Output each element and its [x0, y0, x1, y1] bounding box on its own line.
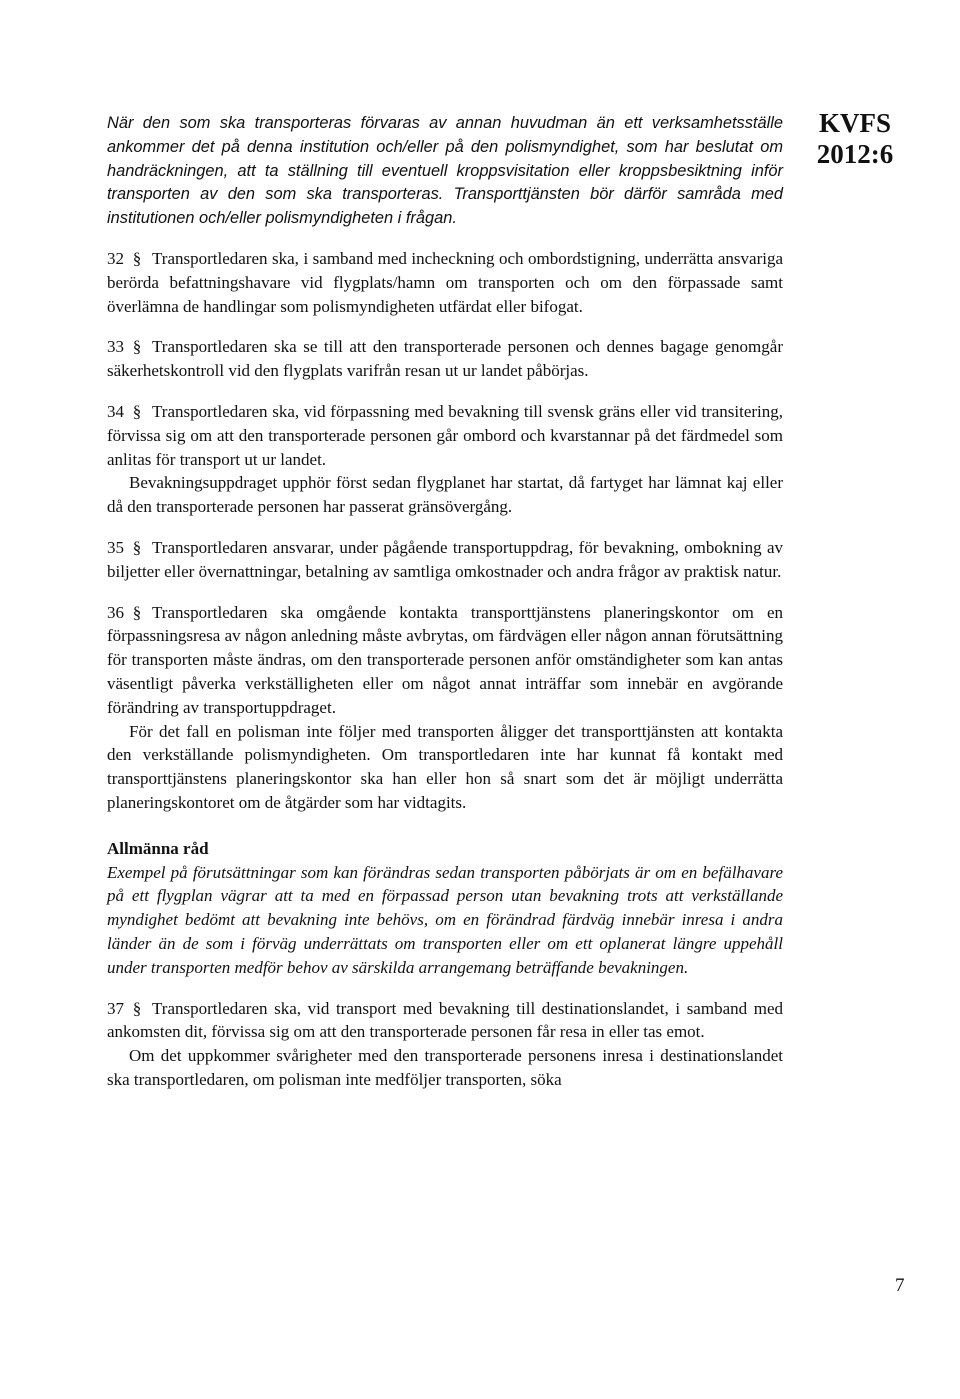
paragraph-sign-icon: § [132, 248, 142, 268]
section-text: Transportledaren ska omgående kontakta transporttjänstens planeringskontor om en förpassningsresa av någon anledning måste avbrytas, om färdvägen eller någon annan förutsättning för transporten måste ändras, om den transporterade personen anför omständigheter som kan antas väsentligt påverka verkställigheten eller om något annat inträffar som innebär en avgörande förändring av transportuppdraget. [107, 602, 783, 717]
section-36 [107, 601, 783, 720]
section-35 [107, 536, 783, 584]
paragraph-sign-icon: § [132, 602, 142, 622]
paragraph-sign-icon: § [132, 537, 142, 557]
section-number: 37 [107, 998, 124, 1018]
section-number: 32 [107, 248, 124, 268]
section-37-paragraph-2: Om det uppkommer svårigheter med den transporterade personens inresa i destinationslandet ska transportledaren, om polisman inte medföljer transporten, söka [107, 1046, 783, 1089]
regulation-code [808, 108, 902, 170]
section-number: 35 [107, 537, 124, 557]
page-number: 7 [895, 1275, 905, 1296]
section-37 [107, 997, 783, 1045]
section-34-paragraph-2: Bevakningsuppdraget upphör först sedan flygplanet har startat, då fartyget har lämnat kaj eller då den transporterade personen har passerat gränsövergång. [107, 473, 783, 517]
section-text: Transportledaren ska, vid förpassning med bevakning till svensk gräns eller vid transitering, förvissa sig om att den transporterade personen går ombord och kvarstannar på det färdmedel som anlitas för transport ut ur landet. [107, 401, 783, 469]
section-33 [107, 335, 783, 383]
section-text: Transportledaren ansvarar, under pågående transportuppdrag, för bevakning, ombokning av biljetter eller övernattningar, betalning av samtliga omkostnader och andra frågor av praktisk natur. [107, 537, 783, 581]
section-text: Transportledaren ska se till att den transporterade personen och dennes bagage genomgår säkerhetskontroll vid den flygplats varifrån resan ut ur landet påbörjas. [107, 337, 783, 381]
paragraph-sign-icon: § [132, 337, 142, 357]
section-number: 34 [107, 401, 124, 421]
section-number: 36 [107, 602, 124, 622]
section-32 [107, 247, 783, 318]
section-text: Transportledaren ska, i samband med incheckning och ombordstigning, underrätta ansvariga berörda befattningshavare vid flygplats/hamn om transporten och om den förpassade samt överlämna de handlingar som polismyndigheten utfärdat eller bifogat. [107, 248, 783, 316]
regulation-code-name: KVFS [818, 108, 891, 138]
paragraph-sign-icon: § [132, 998, 142, 1018]
regulation-code-number: 2012:6 [816, 139, 894, 169]
document-body [107, 112, 783, 1092]
section-number: 33 [107, 337, 124, 357]
paragraph-sign-icon: § [132, 401, 142, 421]
section-text: Transportledaren ska, vid transport med bevakning till destinationslandet, i samband med ankomsten dit, förvissa sig om att den transporterade personen får resa in eller tas emot. [107, 998, 783, 1042]
section-36-paragraph-2: För det fall en polisman inte följer med transporten åligger det transporttjänsten att kontakta den verkställande polismyndigheten. Om transportledaren inte har kunnat få kontakt med transporttjänstens planeringskontor ska han eller hon så snart som det är möjligt underrätta planeringskontoret om de åtgärder som har vidtagits. [107, 721, 783, 812]
advice-text: Exempel på förutsättningar som kan förändras sedan transporten påbörjats är om en befälhavare på ett flygplan vägrar att ta med en förpassad person utan bevakning trots att verkställande myndighet bedömt att bevakning inte behövs, om en förändrad färdväg innebär inresa i andra länder än de som i förväg underrättats om transporten eller om ett oplanerat längre uppehåll under transporten medför behov av särskilda arrangemang beträffande bevakningen. [107, 862, 783, 977]
section-34 [107, 400, 783, 471]
intro-paragraph: När den som ska transporteras förvaras av annan huvudman än ett verksamhetsställe ankommer det på denna institution och/eller på den polismyndighet, som har beslutat om handräckningen, att ta ställning till eventuell kroppsvisitation eller kroppsbesiktning inför transporten av den som ska transporteras. Transporttjänsten bör därför samråda med institutionen och/eller polismyndigheten i frågan. [107, 114, 783, 228]
advice-heading: Allmänna råd [107, 838, 209, 858]
